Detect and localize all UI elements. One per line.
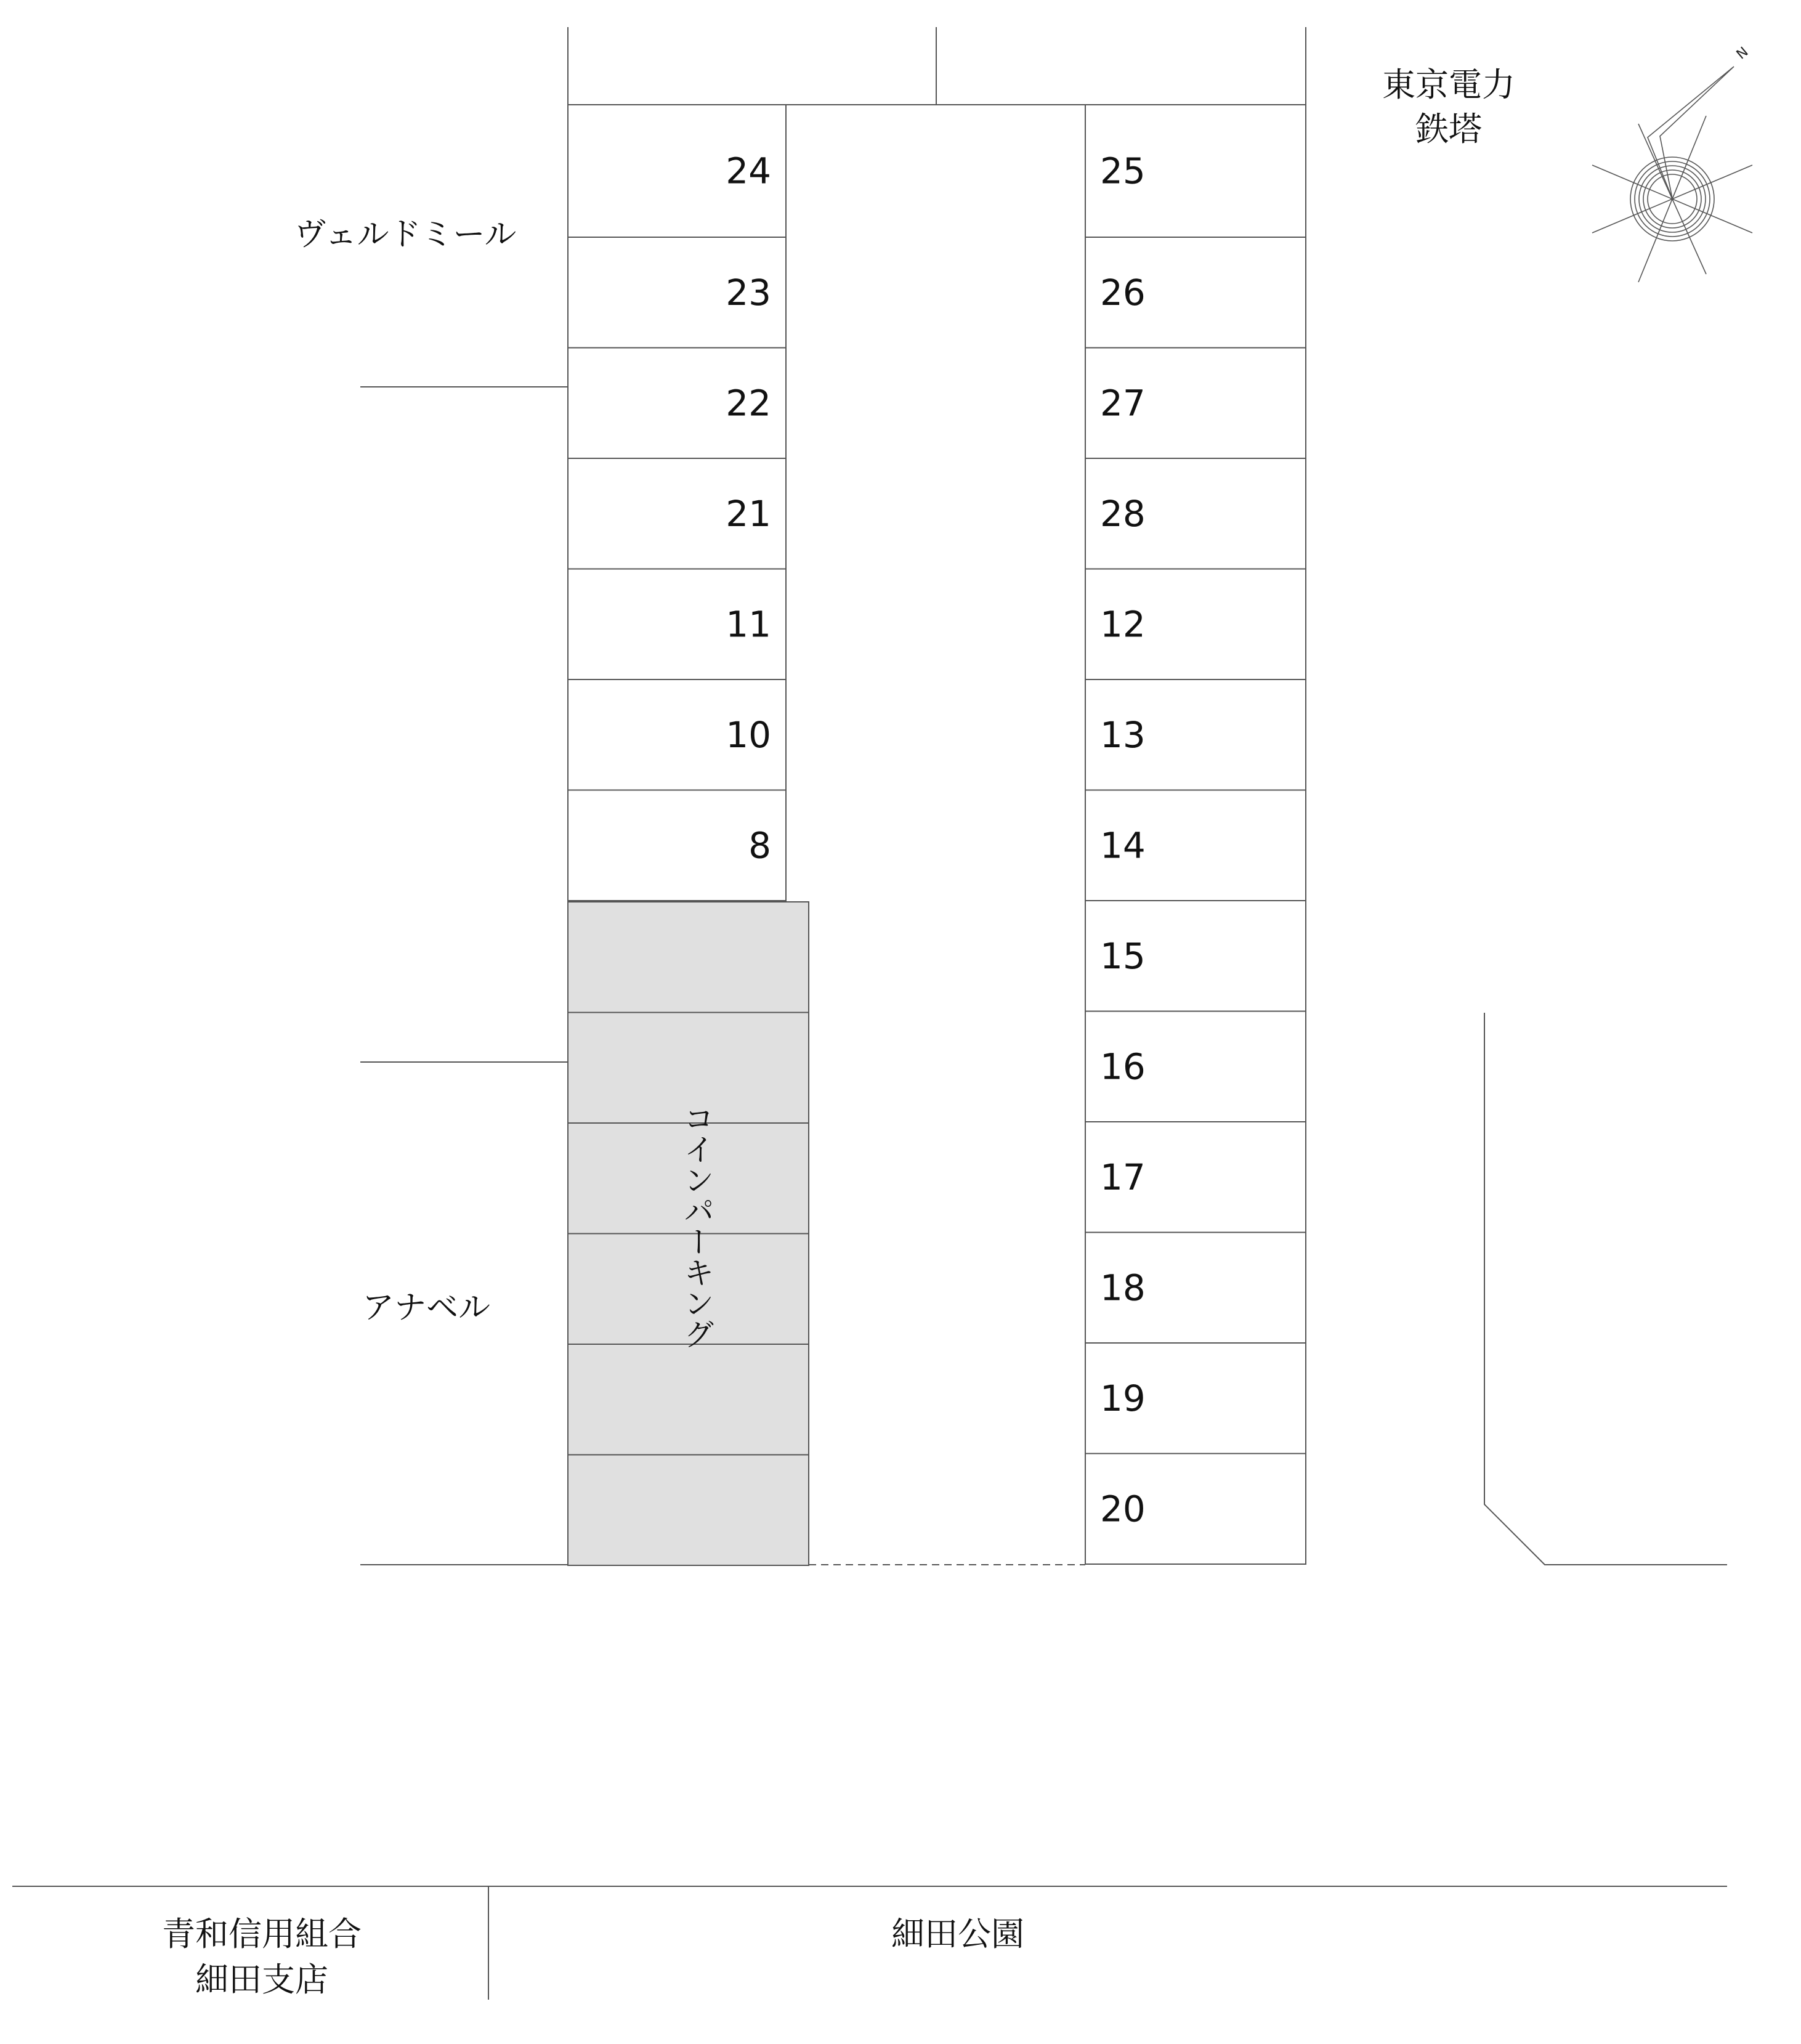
parking-space-left-22 [568, 348, 786, 459]
parking-space-right-19 [1085, 1343, 1306, 1454]
parking-space-number: 15 [1100, 935, 1146, 977]
parking-space-number: 17 [1100, 1156, 1146, 1198]
parking-space-right-16 [1085, 1012, 1306, 1122]
parking-space-left-24 [568, 105, 786, 237]
parking-space-number: 25 [1100, 150, 1146, 192]
parking-space-number: 11 [726, 603, 771, 646]
parking-space-number: 13 [1100, 713, 1146, 756]
parking-space-right-18 [1085, 1233, 1306, 1344]
parking-space-right-13 [1085, 679, 1306, 790]
parking-space-number: 26 [1100, 271, 1146, 314]
parking-space-number: 16 [1100, 1045, 1146, 1088]
park-label: 細田公園 [891, 1915, 1024, 1953]
parking-space-number: 18 [1100, 1267, 1146, 1309]
parking-space-right-20 [1085, 1454, 1306, 1565]
parking-space-left-11 [568, 569, 786, 680]
bank-label-line1: 青和信用組合 [162, 1915, 362, 1953]
compass-rose [1592, 44, 1752, 282]
parking-space-right-15 [1085, 901, 1306, 1012]
parking-space-left-21 [568, 458, 786, 569]
parking-space-number: 22 [726, 382, 771, 424]
coin-parking-stall [568, 1344, 809, 1455]
coin-parking-stall [568, 902, 809, 1013]
parking-space-number: 28 [1100, 492, 1146, 535]
parking-space-left-10 [568, 679, 786, 790]
tepco-tower-line2: 鉄塔 [1415, 110, 1482, 148]
coin-parking-label: コインパーキング [679, 1103, 714, 1349]
parking-space-number: 12 [1100, 603, 1146, 646]
parking-space-right-25 [1085, 105, 1306, 237]
parking-space-number: 14 [1100, 824, 1146, 867]
parking-space-left-8 [568, 790, 786, 901]
parking-space-right-12 [1085, 569, 1306, 680]
parking-space-number: 20 [1100, 1488, 1146, 1530]
parking-space-number: 24 [726, 150, 771, 192]
parking-space-number: 27 [1100, 382, 1146, 424]
parking-space-right-28 [1085, 458, 1306, 569]
parking-space-right-17 [1085, 1122, 1306, 1233]
lot-lines [12, 27, 1727, 2000]
parking-space-number: 23 [726, 271, 771, 314]
landmark-labels [162, 65, 1515, 1999]
parking-space-number: 19 [1100, 1377, 1146, 1419]
parking-space-number: 10 [726, 713, 771, 756]
bank-label-line2: 細田支店 [195, 1960, 328, 1999]
veldmir-label: ヴェルドミール [294, 216, 517, 253]
parking-space-right-26 [1085, 237, 1306, 348]
annabel-label: アナベル [362, 1289, 491, 1326]
coin-parking-stall [568, 1455, 809, 1566]
parking-space-left-23 [568, 237, 786, 348]
parking-space-number: 8 [748, 824, 771, 867]
north-label: N [1733, 44, 1752, 63]
parking-space-number: 21 [726, 492, 771, 535]
parking-space-right-27 [1085, 348, 1306, 459]
tepco-tower-line1: 東京電力 [1382, 65, 1515, 104]
parking-space-right-14 [1085, 790, 1306, 901]
